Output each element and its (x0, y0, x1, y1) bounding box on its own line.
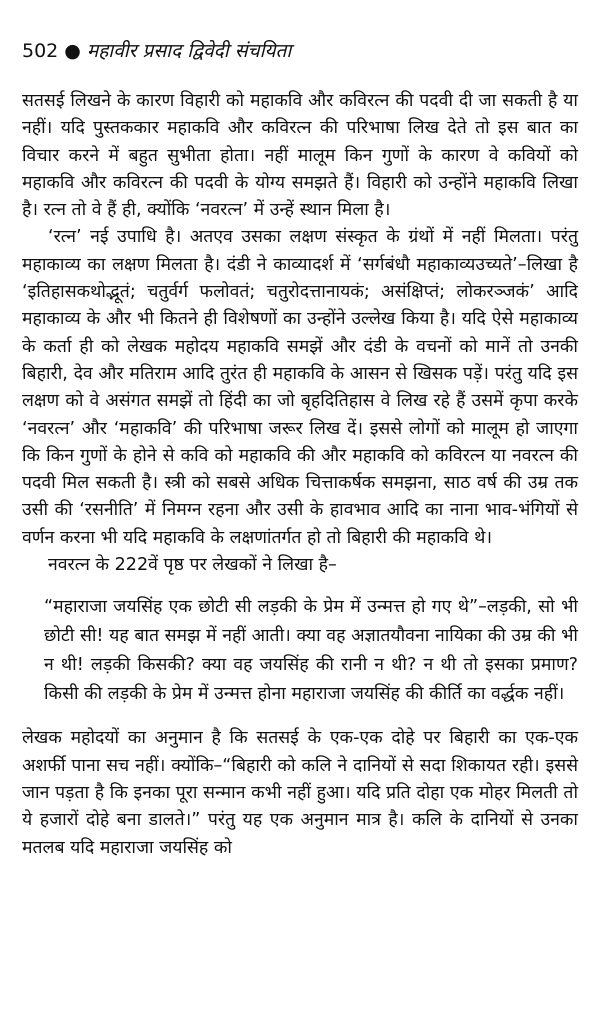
header-separator: ● (64, 40, 81, 62)
closing-paragraph: लेखक महोदयों का अनुमान है कि सतसई के एक-एक दोहे पर बिहारी का एक-एक अशर्फी पाना सच नहीं। क्योंकि–“बिहारी को कलि ने दानियों से सदा शिकायत रही। इससे जान पड़ता है कि इनका पूरा सन्मान कभी नहीं हुआ। यदि प्रति दोहा एक मोहर मिलती तो ये हजारों दोहे बना डालते।” परंतु यह एक अनुमान मात्र है। कलि के दानियों से उनका मतलब यदि महाराजा जयसिंह को (22, 728, 578, 858)
paragraph-3: नवरत्न के 222वें पृष्ठ पर लेखकों ने लिखा है– (48, 555, 337, 576)
block-quote: “महाराजा जयसिंह एक छोटी सी लड़की के प्रेम में उन्मत्त हो गए थे”–लड़की, सो भी छोटी सी! यह बात समझ में नहीं आती। क्या वह अज्ञातयौवना नायिका की उम्र की भी न थी! लड़की किसकी? क्या वह जयसिंह की रानी न थी? न थी तो इसका प्रमाण? किसी की लड़की के प्रेम में उन्मत्त होना महाराजा जयसिंह की कीर्ति का वर्द्धक नहीं। (44, 597, 578, 705)
paragraph-1: सतसई लिखने के कारण विहारी को महाकवि और कविरत्न की पदवी दी जा सकती है या नहीं। यदि पुस्तककार महाकवि और कविरत्न की परिभाषा लिख देते तो इस बात का विचार करने में बहुत सुभीता होता। नहीं मालूम किन गुणों के कारण वे कवियों को महाकवि और कविरत्न की पदवी के योग्य समझते हैं। विहारी को उन्होंने महाकवि लिखा है। रत्न तो वे हैं ही, क्योंकि ‘नवरत्न’ में उन्हें स्थान मिला है। (22, 91, 578, 221)
page-body (22, 88, 578, 862)
page-number: 502 (22, 40, 59, 62)
book-title: महावीर प्रसाद द्विवेदी संचयिता (86, 40, 292, 62)
page-header (22, 40, 291, 62)
paragraph-2: ‘रत्न’ नई उपाधि है। अतएव उसका लक्षण संस्कृत के ग्रंथों में नहीं मिलता। परंतु महाकाव्य का लक्षण मिलता है। दंडी ने काव्यादर्श में ‘सर्गबंधौ महाकाव्यउच्यते’–लिखा है ‘इतिहासकथोद्भूतं; चतुर्वर्ग फलोवतं; चतुरोदत्तानायकं; असंक्षिप्तं; लोकरञ्जकं’ आदि महाकाव्य के और भी कितने ही विशेषणों का उन्होंने उल्लेख किया है। यदि ऐसे महाकाव्य के कर्ता ही को लेखक महोदय महाकवि समझें और दंडी के वचनों को मानें तो उनकी बिहारी, देव और मतिराम आदि तुरंत ही महाकवि के आसन से खिसक पड़ें। परंतु यदि इस लक्षण को वे असंगत समझें तो हिंदी का जो बृहदितिहास वे लिख रहे हैं उसमें कृपा करके ‘नवरत्न’ और ‘महाकवि’ की परिभाषा जरूर लिख दें। इससे लोगों को मालूम हो जाएगा कि किन गुणों के होने से कवि को महाकवि की और महाकवि को कविरत्न या नवरत्न की पदवी मिल सकती है। स्त्री को सबसे अधिक चित्ताकर्षक समझना, साठ वर्ष की उम्र तक उसी की ‘रसनीति’ में निमग्न रहना और उसी के हावभाव आदि का नाना भाव-भंगियों से वर्णन करना भी यदि महाकवि के लक्षणांतर्गत हो तो बिहारी की महाकवि थे। (22, 227, 578, 548)
